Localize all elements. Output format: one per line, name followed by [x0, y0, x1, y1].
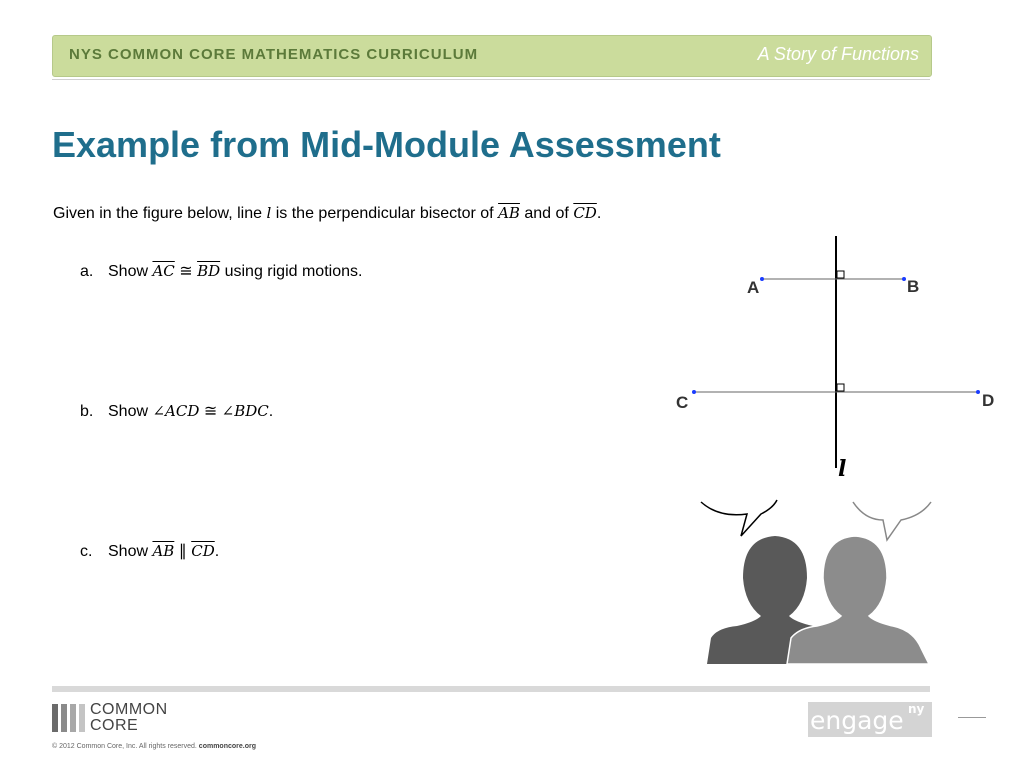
item-tail: using rigid motions.	[220, 263, 363, 280]
site-link[interactable]: commoncore.org	[198, 743, 256, 750]
right-angle-mark-top	[837, 271, 844, 278]
label-line-l: l	[838, 456, 847, 482]
angle-bdc: ∠BDC	[221, 402, 269, 420]
story-title: A Story of Functions	[757, 44, 919, 64]
item-label: b.	[80, 403, 94, 420]
congruent-symbol: ≅	[199, 403, 222, 420]
discussion-people-icon	[695, 498, 935, 668]
copyright-text: © 2012 Common Core, Inc. All rights reserved.	[52, 743, 197, 750]
right-angle-mark-bottom	[837, 384, 844, 391]
footer-dash	[958, 717, 986, 718]
intro-and-of: and of	[519, 205, 574, 222]
label-b: B	[907, 277, 920, 296]
intro-prefix: Given in the figure below, line	[53, 205, 267, 222]
footer-bar	[52, 686, 930, 692]
perpendicular-bisector-figure	[670, 230, 1010, 485]
common-core-wordmark	[90, 702, 168, 734]
speech-bubble-right	[853, 502, 931, 540]
logo-line2: CORE	[90, 717, 139, 734]
parallel-symbol: ∥	[174, 543, 192, 560]
congruent-symbol: ≅	[174, 263, 198, 280]
header-banner	[52, 35, 932, 77]
segment-cd: $\overline{CD}$	[573, 204, 597, 222]
line-variable: l	[266, 204, 272, 222]
intro-end: .	[596, 205, 602, 222]
engage-sup: ny	[908, 702, 925, 716]
intro-middle: is the perpendicular bisector of	[271, 205, 499, 222]
engage-text: engage	[810, 706, 904, 735]
segment-ab: $\overline{AB}$	[152, 542, 175, 560]
label-c: C	[676, 393, 689, 412]
item-a	[80, 261, 362, 281]
point-d	[976, 390, 980, 394]
item-b	[80, 401, 273, 421]
speech-bubble-left	[701, 500, 777, 536]
engage-ny-logo	[808, 702, 932, 737]
slide-title: Example from Mid-Module Assessment	[52, 124, 721, 165]
segment-ac: $\overline{AC}$	[152, 262, 175, 280]
segment-bd: $\overline{BD}$	[197, 262, 221, 280]
item-c	[80, 541, 219, 561]
item-show: Show	[108, 263, 153, 280]
item-tail: .	[268, 403, 274, 420]
person-right-icon	[787, 536, 929, 664]
header-rule	[52, 79, 930, 80]
point-b	[902, 277, 906, 281]
item-label: c.	[80, 543, 93, 560]
item-tail: .	[214, 543, 220, 560]
angle-acd: ∠ACD	[152, 402, 200, 420]
item-show: Show	[108, 543, 153, 560]
copyright-notice	[52, 743, 256, 750]
common-core-logo-icon	[52, 704, 86, 732]
point-c	[692, 390, 696, 394]
segment-ab: $\overline{AB}$	[498, 204, 520, 222]
logo-line1: COMMON	[90, 701, 168, 718]
label-d: D	[982, 391, 995, 410]
intro-text	[53, 204, 601, 223]
point-a	[760, 277, 764, 281]
label-a: A	[747, 278, 760, 297]
curriculum-title: NYS COMMON CORE MATHEMATICS CURRICULUM	[69, 46, 479, 63]
segment-cd: $\overline{CD}$	[191, 542, 215, 560]
item-show: Show	[108, 403, 153, 420]
item-label: a.	[80, 263, 94, 280]
